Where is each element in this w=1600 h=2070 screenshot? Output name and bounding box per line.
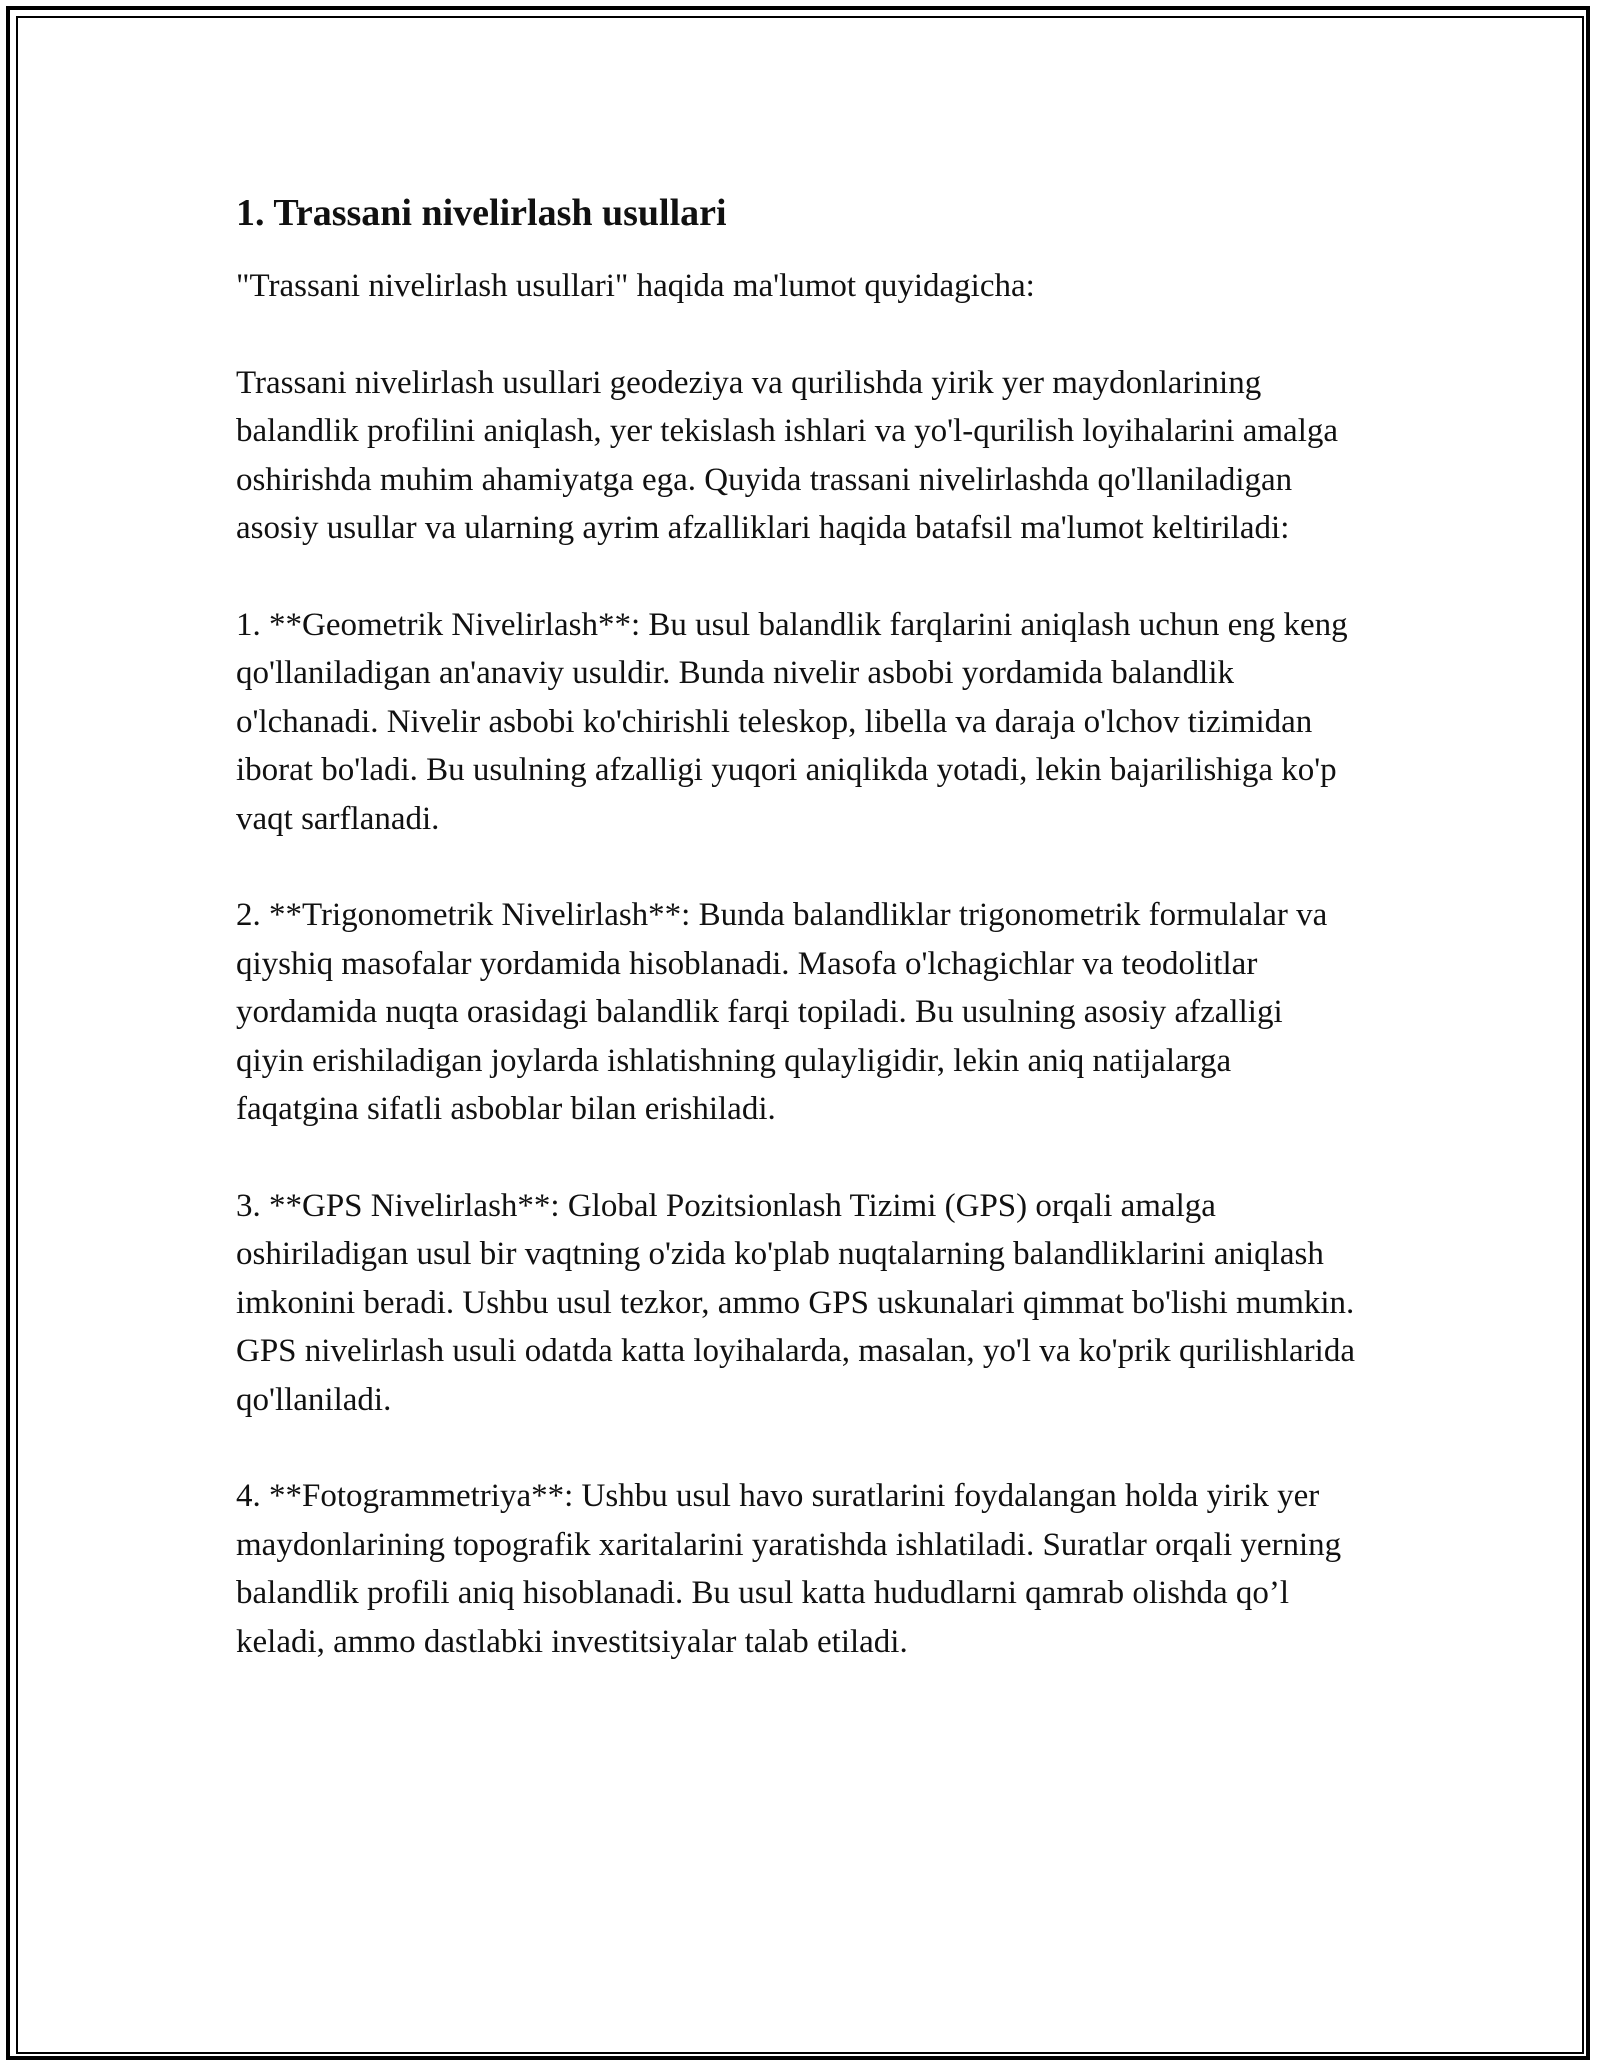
paragraph-photogrammetry: 4. **Fotogrammetriya**: Ushbu usul havo suratlarini foydalangan holda yirik yer maydonlarining topografik xaritalarini yaratishda ishlatiladi. Suratlar orqali yerning balandlik profili aniq hisoblanadi. Bu usul katta hududlarni qamrab olishda qo’l keladi, ammo dastlabki investitsiyalar talab etiladi. [236, 1478, 1342, 1660]
paragraph-overview: Trassani nivelirlash usullari geodeziya va qurilishda yirik yer maydonlarining balandlik profilini aniqlash, yer tekislash ishlari va yo'l-qurilish loyihalarini amalga oshirishda muhim ahamiyatga ega. Quyida trassani nivelirlashda qo'llaniladigan asosiy usullar va ularning ayrim afzalliklari haqida batafsil ma'lumot keltiriladi: [236, 364, 1339, 546]
document-title: 1. Trassani nivelirlash usullari [236, 192, 727, 234]
document-body [236, 186, 1356, 1714]
intro-line: "Trassani nivelirlash usullari" haqida ma'lumot quyidagicha: [236, 268, 1035, 304]
paragraph-trigonometric-leveling: 2. **Trigonometrik Nivelirlash**: Bunda balandliklar trigonometrik formulalar va qiyshiq masofalar yordamida hisoblanadi. Masofa o'lchagichlar va teodolitlar yordamida nuqta orasidagi balandlik farqi topiladi. Bu usulning asosiy afzalligi qiyin erishiladigan joylarda ishlatishning qulayligidir, lekin aniq natijalarga faqatgina sifatli asboblar bilan erishiladi. [236, 897, 1328, 1127]
paragraph-geometric-leveling: 1. **Geometrik Nivelirlash**: Bu usul balandlik farqlarini aniqlash uchun eng keng qo'llaniladigan an'anaviy usuldir. Bunda nivelir asbobi yordamida balandlik o'lchanadi. Nivelir asbobi ko'chirishli teleskop, libella va daraja o'lchov tizimidan iborat bo'ladi. Bu usulning afzalligi yuqori aniqlikda yotadi, lekin bajarilishiga ko'p vaqt sarflanadi. [236, 606, 1348, 837]
paragraph-gps-leveling: 3. **GPS Nivelirlash**: Global Pozitsionlash Tizimi (GPS) orqali amalga oshiriladigan usul bir vaqtning o'zida ko'plab nuqtalarning balandliklarini aniqlash imkonini beradi. Ushbu usul tezkor, ammo GPS uskunalari qimmat bo'lishi mumkin. GPS nivelirlash usuli odatda katta loyihalarda, masalan, yo'l va ko'prik qurilishlarida qo'llaniladi. [236, 1187, 1355, 1418]
